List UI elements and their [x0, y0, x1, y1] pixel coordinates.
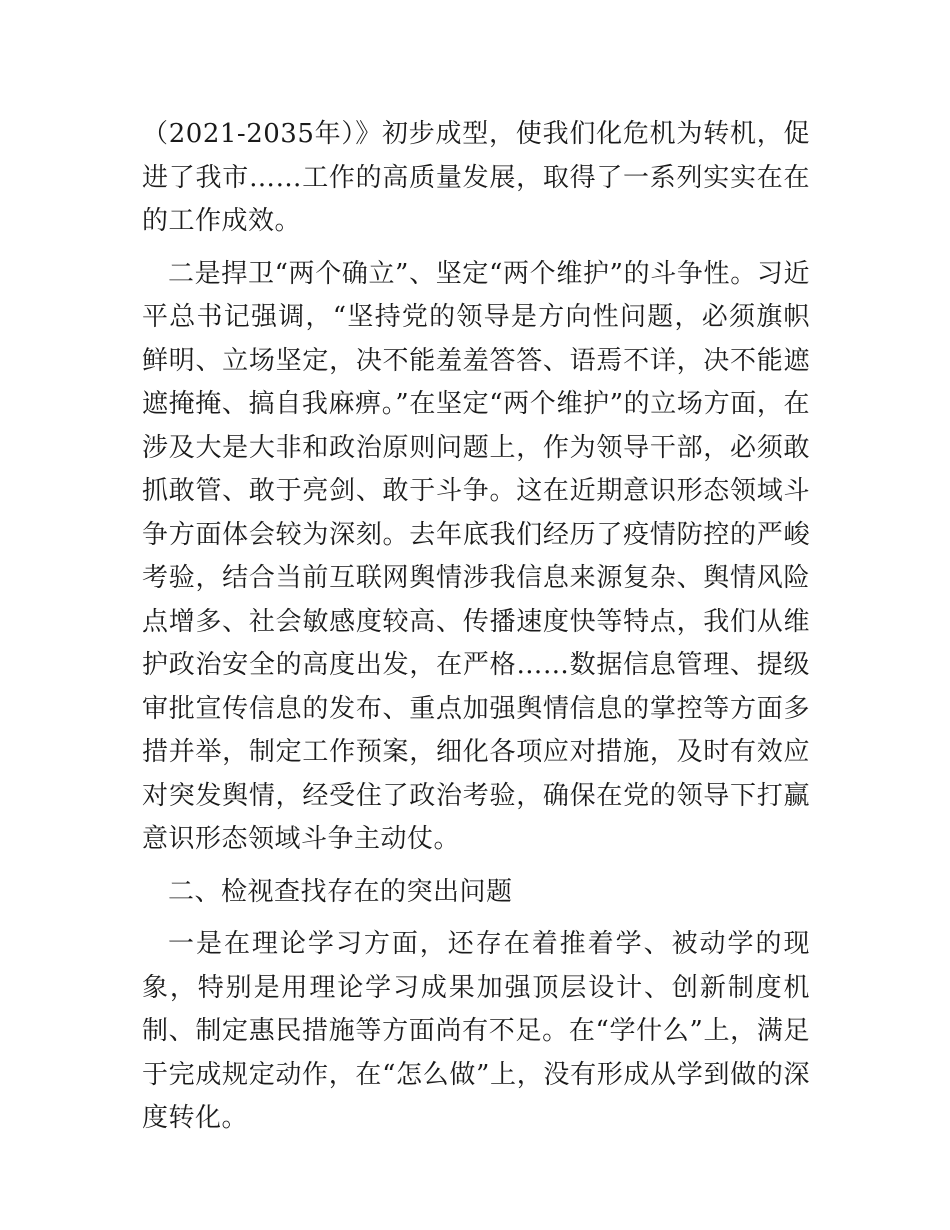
paragraph-two-safeguards: 二是捍卫“两个确立”、坚定“两个维护”的斗争性。习近平总书记强调，“坚持党的领导是方向性问题，必须旗帜鲜明、立场坚定，决不能羞羞答答、语焉不详，决不能遮遮掩掩、搞自我麻痹。”在坚定“两个维护”的立场方面，在涉及大是大非和政治原则问题上，作为领导干部，必须敢抓敢管、敢于亮剑、敢于斗争。这在近期意识形态领域斗争方面体会较为深刻。去年底我们经历了疫情防控的严峻考验，结合当前互联网舆情涉我信息来源复杂、舆情风险点增多、社会敏感度较高、传播速度快等特点，我们从维护政治安全的高度出发，在严格……数据信息管理、提级审批宣传信息的发布、重点加强舆情信息的掌控等方面多措并举，制定工作预案，细化各项应对措施，及时有效应对突发舆情，经受住了政治考验，确保在党的领导下打赢意识形态领域斗争主动仗。: [142, 258, 810, 854]
section-heading-problems: 二、检视查找存在的突出问题: [168, 876, 513, 907]
paragraph-theory-study: 一是在理论学习方面，还存在着推着学、被动学的现象，特别是用理论学习成果加强顶层设计、创新制度机制、制定惠民措施等方面尚有不足。在“学什么”上，满足于完成规定动作，在“怎么做”上，没有形成从学到做的深度转化。: [142, 929, 810, 1133]
paragraph-continuation: （2021-2035年）》初步成型，使我们化危机为转机，促进了我市……工作的高质量发展，取得了一系列实实在在的工作成效。: [142, 119, 810, 236]
document-body: [142, 113, 810, 1150]
